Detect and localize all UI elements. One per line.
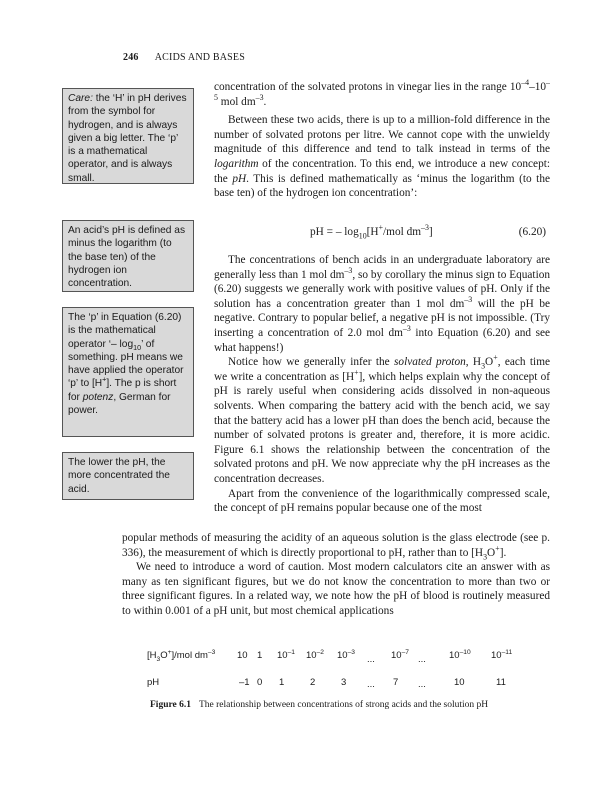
running-header [123, 52, 245, 63]
ph-value: 10 [454, 677, 465, 688]
sidenote-p-operator [62, 307, 194, 437]
paragraph-6: We need to introduce a word of caution. Most modern calculators cite an answer with as many as ten significant figures, but we do not know the concentration to more than two or three significant figures. In a related way, we note how the pH of blood is routinely measured to within 0.001 of a pH unit, but most chemical applications [122, 561, 550, 617]
paragraph-5-start: Apart from the convenience of the logarithmically compressed scale, the concept of pH remains popular because one of the most [214, 487, 550, 515]
paragraph-4: Notice how we generally infer the solvated proton, $H_3O^+$, each time we write a concentration as [H+], which helps explain why the concept of pH is rarely useful when considering acids dissolved in non-aqueous solvents. When comparing the battery acid with the bench acid, we say that the battery acid has a lower pH than does the bench acid, because the number of solvated protons is greater and, therefore, it is more acidic. Figure 6.1 shows the relationship between the concentration of the solvated protons and pH. We now appreciate why the pH increases as the concentration decreases. [214, 353, 550, 485]
lower-ph-text: The lower the pH, the more concentrated the acid. [68, 457, 170, 495]
p-mid: ’ of something. pH means we have applied the operator ‘p’ to [H [68, 338, 184, 390]
conc-value: $10^{-7}$ [391, 648, 409, 661]
ph-value: 0 [257, 677, 263, 688]
conc-value: ... [418, 654, 426, 665]
body-column-top [214, 80, 550, 201]
p-end: ]. The p is short for [68, 378, 177, 403]
ph-value: ... [418, 679, 426, 690]
conc-value: ... [367, 654, 375, 665]
equation-expression: pH = – $\log_{10}[H^+$/mol $dm^{-3}$] [310, 223, 433, 241]
p-intro: The ‘p’ in Equation (6.20) is the mathematical operator ‘– log [68, 312, 182, 350]
caption-label: Figure 6.1 [150, 700, 191, 710]
body-full-width [122, 531, 550, 619]
paragraph-5-end: popular methods of measuring the acidity of an aqueous solution is the glass electrode (see p. 336), the measurement of which is directly proportional to pH, rather than to $[H_3O^+]$. [122, 532, 550, 561]
running-title: ACIDS AND BASES [154, 52, 246, 63]
p-word: potenz [82, 391, 114, 403]
page-number: 246 [123, 52, 139, 63]
conc-value: $10^{-1}$ [277, 648, 295, 661]
sidenote-lower-ph [62, 452, 194, 500]
conc-value: $10^{-2}$ [306, 648, 324, 661]
sidenote-definition [62, 220, 194, 292]
body-column-bottom [214, 253, 550, 516]
sidenote-care [62, 88, 194, 184]
definition-text: An acid’s pH is defined as minus the logarithm (to the base ten) of the hydrogen ion concentration. [68, 225, 186, 290]
equation-number: (6.20) [518, 226, 546, 238]
ph-value: –1 [239, 677, 250, 688]
ph-value: 1 [279, 677, 285, 688]
conc-value: $10^{-3}$ [337, 648, 355, 661]
paragraph-3: The concentrations of bench acids in an undergraduate laboratory are generally less than 1 mol $dm^{-3}$, so by corollary the minus sign to Equation (6.20) suggests we generally work with positive values of pH. Only if the solution has a concentration greater than 1 mol $dm^{-3}$ will the pH be negative. Contrary to popular belief, a negative pH is not impossible. (Try inserting a concentration of 2.0 mol $dm^{-3}$ into Equation (6.20) and see what happens!) [214, 254, 551, 354]
ph-value: 11 [496, 677, 506, 688]
ph-value: 3 [341, 677, 347, 688]
ph-value: 7 [393, 677, 399, 688]
row-label-ph: pH [147, 677, 160, 688]
conc-value: 10 [237, 650, 248, 661]
row-label-concentration: $[H_3O^+]$/mol $dm^{-3}$ [147, 648, 216, 663]
care-label: Care: [68, 93, 93, 104]
ph-value: ... [367, 679, 375, 690]
ph-value: 2 [310, 677, 316, 688]
figure-caption [150, 700, 488, 710]
conc-value: $10^{-11}$ [491, 648, 513, 661]
paragraph-1: concentration of the solvated protons in vinegar lies in the range $10^{-4}-10^{-5}$ mol $dm^{-3}$. [214, 78, 550, 108]
care-text: the ‘H’ in pH derives from the symbol for hydrogen, and is always given a big letter. The ‘p’ is a mathematical operator, and is always small. [68, 93, 187, 184]
p-sup: + [102, 376, 107, 385]
conc-value: $10^{-10}$ [449, 648, 471, 661]
caption-text: The relationship between concentrations of strong acids and the solution pH [199, 700, 489, 710]
p-sub: 10 [133, 343, 142, 352]
conc-value: 1 [257, 650, 263, 661]
p-tail: , German for power. [68, 391, 171, 417]
paragraph-2: Between these two acids, there is up to a million-fold difference in the number of solvated protons per litre. We cannot cope with the unwieldy magnitude of this difference and tend to talk instead in terms of the logarithm of the concentration. To this end, we introduce a new concept: the pH. This is defined mathematically as ‘minus the logarithm (to the base ten) of the hydrogen ion concentration’: [214, 114, 550, 200]
